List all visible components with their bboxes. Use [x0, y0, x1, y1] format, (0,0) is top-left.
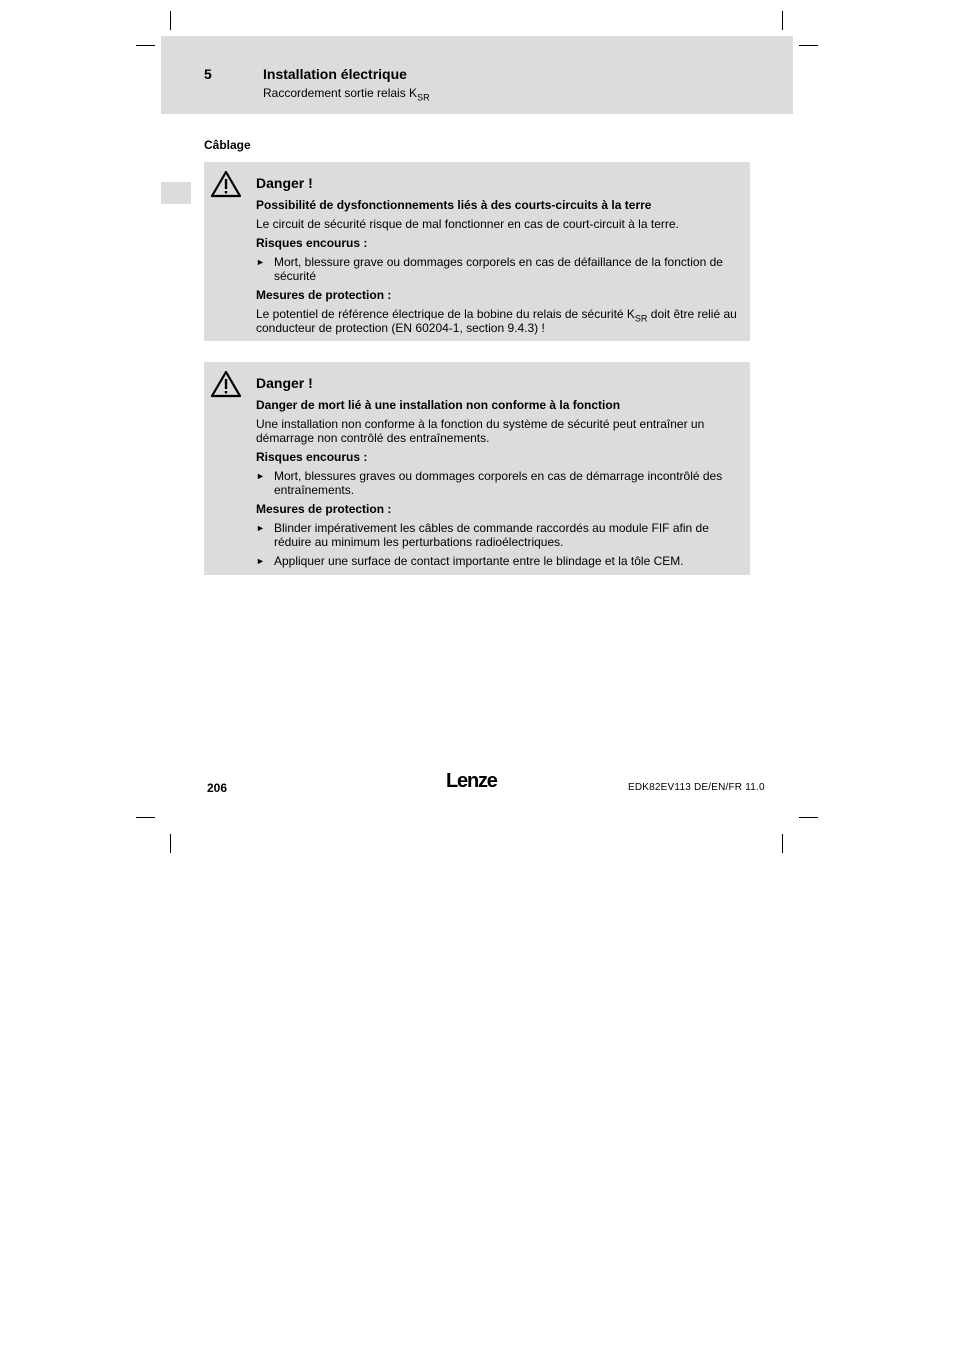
chapter-subtitle	[263, 86, 430, 103]
crop-mark	[170, 11, 171, 30]
danger-title: Danger !	[256, 375, 313, 391]
side-tab-marker	[161, 182, 191, 204]
subtitle-subscript: SR	[417, 92, 430, 103]
measure-subscript: SR	[634, 313, 648, 324]
danger-box-ground-fault	[204, 162, 750, 341]
danger-headline: Possibilité de dysfonctionnements liés à des courts-circuits à la terre	[256, 198, 652, 212]
bullet-arrow-icon: ►	[256, 523, 265, 533]
crop-mark	[799, 817, 818, 818]
crop-mark	[136, 45, 155, 46]
page-number: 206	[207, 781, 228, 795]
danger-box-installation	[204, 362, 750, 575]
measure-item	[256, 521, 740, 549]
document-code: EDK82EV113 DE/EN/FR 11.0	[628, 782, 765, 793]
risk-item	[256, 255, 740, 283]
measure-item	[256, 554, 740, 568]
crop-mark	[782, 834, 783, 853]
risk-item	[256, 469, 740, 497]
risks-label: Risques encourus :	[256, 236, 368, 250]
measures-label: Mesures de protection :	[256, 288, 392, 302]
danger-content	[256, 175, 740, 340]
crop-mark	[136, 817, 155, 818]
section-title: Câblage	[204, 138, 251, 152]
bullet-arrow-icon: ►	[256, 556, 265, 566]
risks-label: Risques encourus :	[256, 450, 368, 464]
danger-content	[256, 375, 740, 573]
danger-description: Le circuit de sécurité risque de mal fonctionner en cas de court-circuit à la terre.	[256, 217, 679, 231]
crop-mark	[170, 834, 171, 853]
measure-text: Blinder impérativement les câbles de commande raccordés au module FIF afin de réduire au minimum les perturbations radioélectriques.	[274, 521, 709, 549]
measure-text-pre: Le potentiel de référence électrique de la bobine du relais de sécurité K	[256, 307, 635, 321]
warning-triangle-icon	[210, 170, 242, 198]
bullet-arrow-icon: ►	[256, 257, 265, 267]
warning-triangle-icon	[210, 370, 242, 398]
measures-label: Mesures de protection :	[256, 502, 392, 516]
lenze-logo: Lenze	[446, 770, 497, 792]
risk-text: Mort, blessures graves ou dommages corporels en cas de démarrage incontrôlé des entraînements.	[274, 469, 723, 497]
measure-text-post: doit être relié au conducteur de protection (EN 60204-1, section 9.4.3) !	[256, 307, 737, 335]
bullet-arrow-icon: ►	[256, 471, 265, 481]
subtitle-text: Raccordement sortie relais K	[263, 86, 418, 100]
danger-description: Une installation non conforme à la fonction du système de sécurité peut entraîner un démarrage non contrôlé des entraînements.	[256, 417, 705, 445]
chapter-number: 5	[204, 66, 212, 82]
measure-text	[256, 307, 740, 335]
measure-text: Appliquer une surface de contact importante entre le blindage et la tôle CEM.	[274, 554, 684, 568]
danger-headline: Danger de mort lié à une installation non conforme à la fonction	[256, 398, 621, 412]
crop-mark	[799, 45, 818, 46]
risk-text: Mort, blessure grave ou dommages corporels en cas de défaillance de la fonction de sécurité	[274, 255, 723, 283]
danger-title: Danger !	[256, 175, 313, 191]
chapter-header-band	[161, 36, 793, 114]
chapter-title: Installation électrique	[263, 66, 407, 82]
crop-mark	[782, 11, 783, 30]
